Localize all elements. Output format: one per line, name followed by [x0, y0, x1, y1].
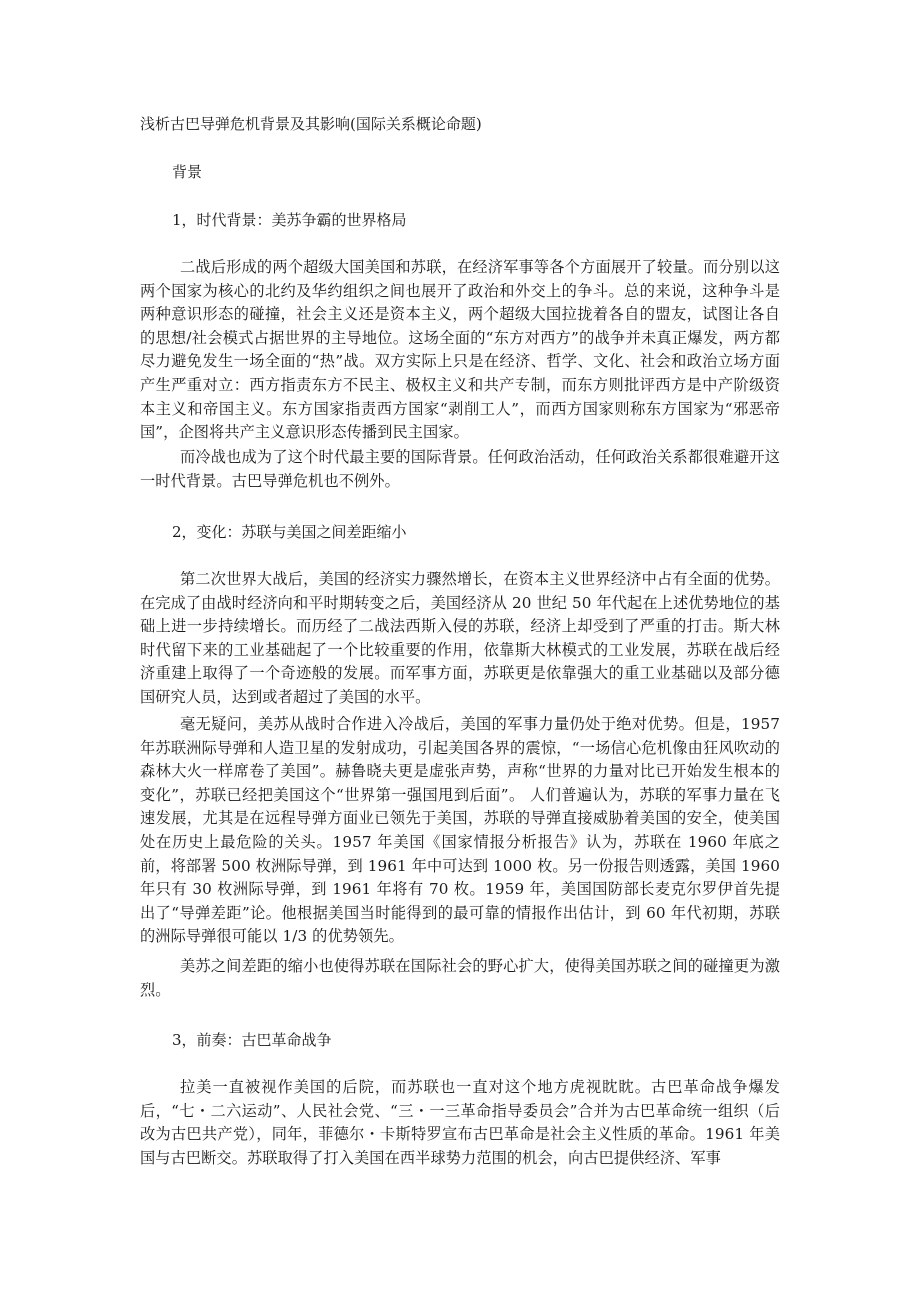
paragraph-cold-war-rivalry: 二战后形成的两个超级大国美国和苏联，在经济军事等各个方面展开了较量。而分别以这两个国家为核心的北约及华约组织之间也展开了政治和外交上的争斗。总的来说，这种争斗是两种意识形态的碰撞，社会主义还是资本主义，两个超级大国拉拢着各自的盟友，试图让各自的思想/社会模式占据世界的主导地位。这场全面的“东方对西方”的战争并未真正爆发，两方都尽力避免发生一场全面的“热”战。双方实际上只是在经济、哲学、文化、社会和政治立场方面产生严重对立：西方指责东方不民主、极权主义和共产专制，而东方则批评西方是中产阶级资本主义和帝国主义。东方国家指责西方国家“剥削工人”，而西方国家则称东方国家为“邪恶帝国”，企图将共产主义意识形态传播到民主国家。: [140, 258, 780, 442]
section-label-background: 背景: [172, 163, 203, 181]
paragraph-ambition: 美苏之间差距的缩小也使得苏联在国际社会的野心扩大，使得美国苏联之间的碰撞更为激烈。: [140, 957, 780, 999]
paragraph-missile-gap: 毫无疑问，美苏从战时合作进入冷战后，美国的军事力量仍处于绝对优势。但是，1957 年苏联洲际导弹和人造卫星的发射成功，引起美国各界的震惊，“一场信心危机像由狂风吹动的森林大火一样席卷了美国”。赫鲁晓夫更是虚张声势，声称“世界的力量对比已开始发生根本的变化”，苏联已经把美国这个“世界第一强国甩到后面”。 人们普遍认为，苏联的军事力量在飞速发展，尤其是在远程导弹方面业已领先于美国，苏联的导弹直接威胁着美国的安全，使美国处在历史上最危险的关头。1957 年美国《国家情报分析报告》认为，苏联在 1960 年底之前，将部署 500 枚洲际导弹，到 1961 年中可达到 1000 枚。另一份报告则透露，美国 1960 年只有 30 枚洲际导弹，到 1961 年将有 70 枚。1959 年，美国国防部长麦克尔罗伊首先提出了“导弹差距”论。他根据美国当时能得到的最可靠的情报作出估计，到 60 年代初期，苏联的洲际导弹很可能以 1/3 的优势领先。: [140, 715, 780, 946]
paragraph-cold-war-context: 而冷战也成为了这个时代最主要的国际背景。任何政治活动，任何政治关系都很难避开这一时代背景。古巴导弹危机也不例外。: [140, 448, 780, 490]
document-title: 浅析古巴导弹危机背景及其影响(国际关系概论命题): [140, 115, 482, 133]
paragraph-economic-growth: 第二次世界大战后，美国的经济实力骤然增长，在资本主义世界经济中占有全面的优势。在完成了由战时经济向和平时期转变之后，美国经济从 20 世纪 50 年代起在上述优势地位的基础上进一步持续增长。而历经了二战法西斯入侵的苏联，经济上却受到了严重的打击。斯大林时代留下来的工业基础起了一个比较重要的作用，依靠斯大林模式的工业发展，苏联在战后经济重建上取得了一个奇迹般的发展。而军事方面，苏联更是依靠强大的重工业基础以及部分德国研究人员，达到或者超过了美国的水平。: [140, 570, 780, 706]
heading-gap-narrowing: 2，变化：苏联与美国之间差距缩小: [172, 523, 407, 541]
heading-era-background: 1，时代背景：美苏争霸的世界格局: [172, 211, 407, 229]
paragraph-cuban-revolution: 拉美一直被视作美国的后院，而苏联也一直对这个地方虎视眈眈。古巴革命战争爆发后，“七・二六运动”、人民社会党、“三・一三革命指导委员会”合并为古巴革命统一组织（后改为古巴共产党），同年，菲德尔・卡斯特罗宣布古巴革命是社会主义性质的革命。1961 年美国与古巴断交。苏联取得了打入美国在西半球势力范围的机会，向古巴提供经济、军事: [140, 1078, 780, 1167]
heading-cuban-revolution: 3，前奏：古巴革命战争: [172, 1031, 332, 1049]
